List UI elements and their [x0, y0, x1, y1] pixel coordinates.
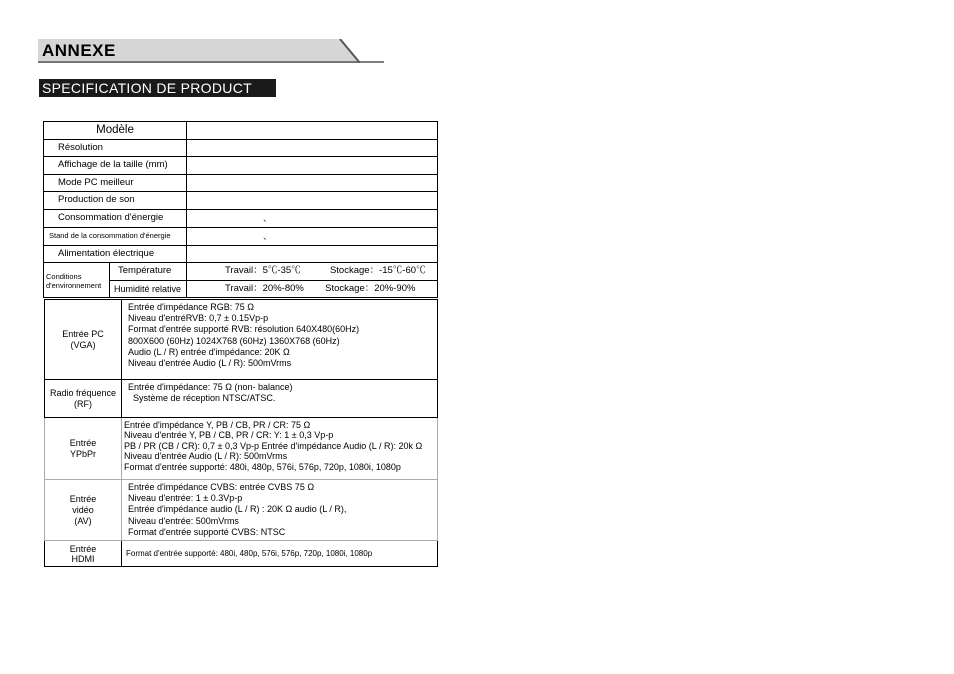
- input-label-av: Entrée vidéo (AV): [45, 480, 122, 541]
- tick-mark: 、: [263, 212, 273, 223]
- table-row: [45, 541, 438, 567]
- spec-label: Résolution: [44, 139, 187, 157]
- page-title: ANNEXE: [42, 41, 116, 60]
- model-label: Modèle: [44, 122, 187, 140]
- spec-label: Production de son: [44, 192, 187, 210]
- spec-label: Mode PC meilleur: [44, 174, 187, 192]
- table-row: [45, 418, 438, 480]
- input-spec-ypbpr: Entrée d'impédance Y, PB / CB, PR / CR: 75 Ω Niveau d'entrée Y, PB / CB, PR / CR: Y: 1 ± 0,3 Vp-p PB / PR (CB / CR): 0,7 ± 0,3 Vp-p Entrée d'impédance Audio (L / R): 20k Ω Niveau d'entrée Audio (L / R): 500mVrms Format d'entrée supporté: 480i, 480p, 576i, 576p, 720p, 1080i, 1080p: [122, 418, 438, 480]
- spec-label: Affichage de la taille (mm): [44, 157, 187, 175]
- input-spec-hdmi: Format d'entrée supporté: 480i, 480p, 576i, 576p, 720p, 1080i, 1080p: [122, 541, 438, 567]
- table-row: [45, 300, 438, 380]
- conditions-label: Conditions d'environnement: [44, 263, 110, 298]
- model-value: [187, 122, 438, 140]
- spec-label: Stand de la consommation d'énergie: [44, 227, 187, 245]
- table-row: [44, 139, 438, 157]
- humidity-storage: Stockage：20%-90%: [325, 282, 416, 294]
- input-table: [44, 299, 438, 567]
- spec-label: Alimentation électrique: [44, 245, 187, 263]
- table-row: [44, 174, 438, 192]
- humidity-label: Humidité relative: [110, 280, 187, 298]
- input-spec-rf: Entrée d'impédance: 75 Ω (non- balance) Système de réception NTSC/ATSC.: [122, 380, 438, 418]
- table-row: [45, 480, 438, 541]
- temperature-work: Travail：5℃-35℃: [225, 265, 301, 277]
- section-title: SPECIFICATION DE PRODUCT: [39, 79, 276, 97]
- temperature-values: [187, 263, 438, 281]
- input-spec-av: Entrée d'impédance CVBS: entrée CVBS 75 Ω Niveau d'entrée: 1 ± 0.3Vp-p Entrée d'impédance audio (L / R) : 20K Ω audio (L / R), Niveau d'entrée: 500mVrms Format d'entrée supporté CVBS: NTSC: [122, 480, 438, 541]
- table-row: [44, 122, 438, 140]
- table-row: [44, 192, 438, 210]
- input-label-hdmi: Entrée HDMI: [45, 541, 122, 567]
- humidity-work: Travail：20%-80%: [225, 282, 304, 294]
- spec-label: Consommation d'énergie: [44, 209, 187, 227]
- tick-mark: 、: [263, 230, 273, 241]
- input-label-vga: Entrée PC (VGA): [45, 300, 122, 380]
- spec-table: [43, 121, 438, 298]
- table-row: [45, 380, 438, 418]
- table-row: [44, 245, 438, 263]
- table-row: [44, 209, 438, 227]
- temperature-label: Température: [110, 263, 187, 281]
- table-row: [44, 263, 438, 281]
- input-label-rf: Radio fréquence (RF): [45, 380, 122, 418]
- temperature-storage: Stockage：-15℃-60℃: [329, 265, 426, 277]
- humidity-values: [187, 280, 438, 298]
- input-spec-vga: Entrée d'impédance RGB: 75 Ω Niveau d'entréRVB: 0,7 ± 0.15Vp-p Format d'entrée supporté RVB: résolution 640X480(60Hz) 800X600 (60Hz) 1024X768 (60Hz) 1360X768 (60Hz) Audio (L / R) entrée d'impédance: 20K Ω Niveau d'entrée Audio (L / R): 500mVrms: [122, 300, 438, 380]
- table-row: [44, 157, 438, 175]
- input-label-ypbpr: Entrée YPbPr: [45, 418, 122, 480]
- table-row: [44, 227, 438, 245]
